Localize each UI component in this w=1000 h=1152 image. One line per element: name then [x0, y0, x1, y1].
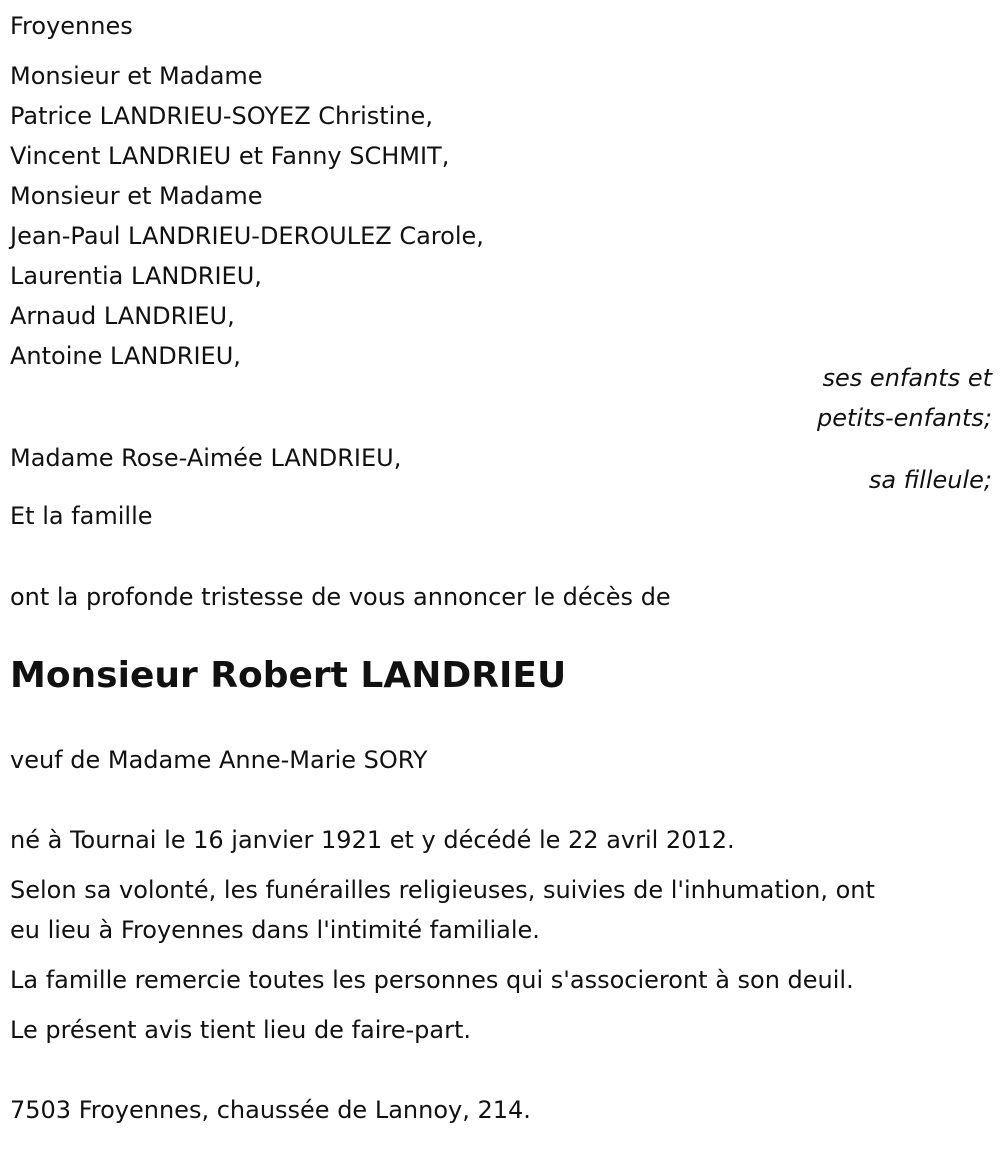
widower-line: veuf de Madame Anne-Marie SORY — [10, 746, 428, 774]
thanks-line: La famille remercie toutes les personnes qui s'associeront à son deuil. — [10, 966, 854, 994]
goddaughter-role: sa filleule; — [868, 466, 992, 494]
goddaughter-line: Madame Rose-Aimée LANDRIEU, — [10, 444, 402, 472]
notice-line: Le présent avis tient lieu de faire-part. — [10, 1016, 472, 1044]
address-line: 7503 Froyennes, chaussée de Lannoy, 214. — [10, 1096, 531, 1124]
family-role-line-2: petits-enfants; — [817, 404, 992, 432]
family-role-line-1: ses enfants et — [822, 364, 992, 392]
family-line-4: Monsieur et Madame — [10, 182, 263, 210]
family-line-1: Monsieur et Madame — [10, 62, 263, 90]
obituary-notice — [10, 6, 992, 1130]
birth-death-line: né à Tournai le 16 janvier 1921 et y décédé le 22 avril 2012. — [10, 826, 735, 854]
funeral-line-1: Selon sa volonté, les funérailles religieuses, suivies de l'inhumation, ont — [10, 876, 875, 904]
family-line-5: Jean-Paul LANDRIEU-DEROULEZ Carole, — [10, 222, 484, 250]
deceased-name: Monsieur Robert LANDRIEU — [10, 655, 567, 696]
funeral-line-2: eu lieu à Froyennes dans l'intimité familiale. — [10, 916, 540, 944]
family-line-6: Laurentia LANDRIEU, — [10, 262, 262, 290]
location-heading: Froyennes — [10, 12, 133, 40]
and-family-line: Et la famille — [10, 502, 153, 530]
family-line-3: Vincent LANDRIEU et Fanny SCHMIT, — [10, 142, 450, 170]
family-line-2: Patrice LANDRIEU-SOYEZ Christine, — [10, 102, 433, 130]
family-line-7: Arnaud LANDRIEU, — [10, 302, 235, 330]
announcement-line: ont la profonde tristesse de vous annoncer le décès de — [10, 583, 671, 611]
family-line-8: Antoine LANDRIEU, — [10, 342, 241, 370]
